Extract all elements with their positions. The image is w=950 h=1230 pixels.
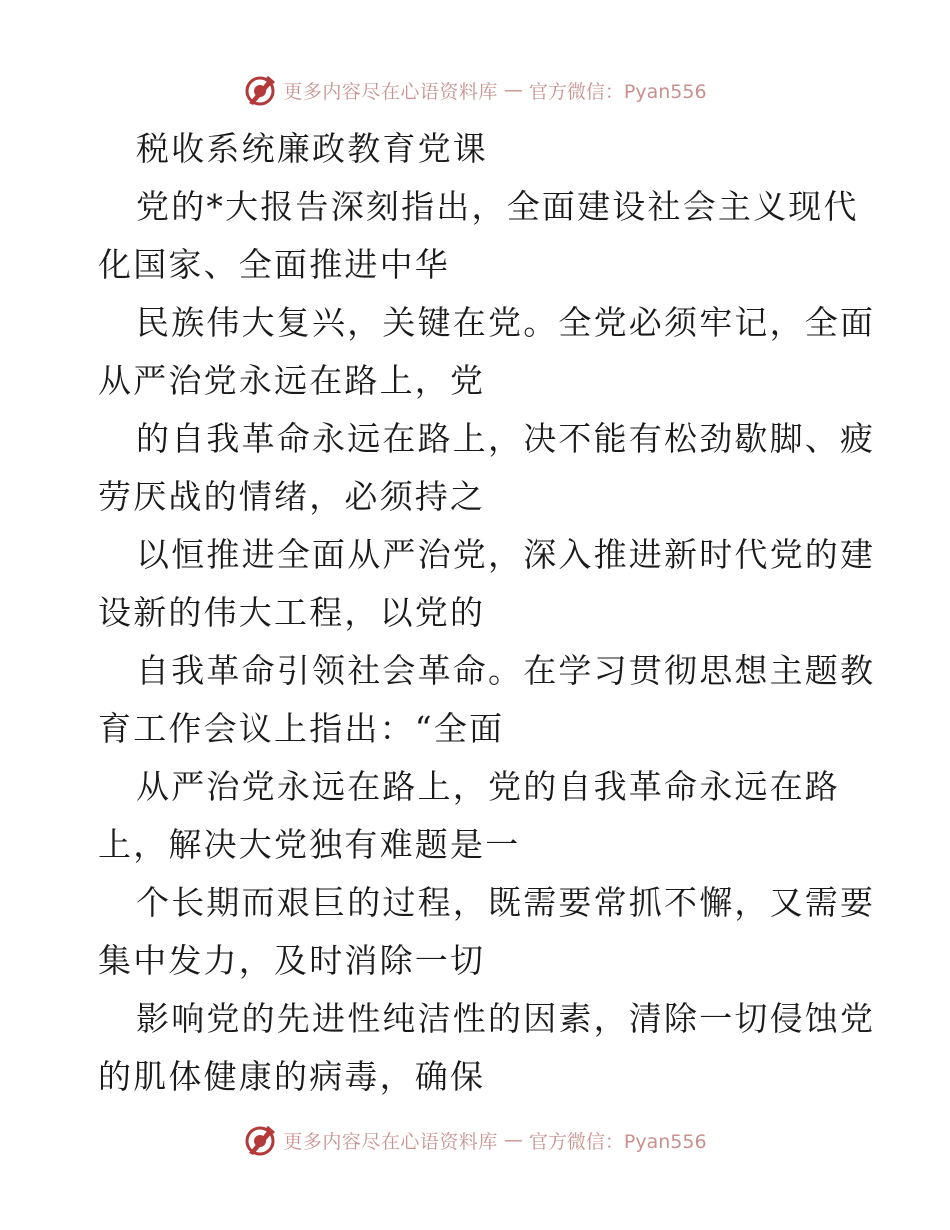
footer-banner-suffix: 官方微信：Pyan556 (528, 1130, 707, 1153)
paragraph-line: 从严治党永远在路上，党的自我革命永远在路 (136, 767, 840, 806)
paragraph-line: 的肌体健康的病毒，确保 (98, 1057, 486, 1096)
footer-banner-separator: — (503, 1129, 523, 1151)
paragraph-line: 民族伟大复兴，关键在党。全党必须牢记，全面 (136, 303, 876, 342)
footer-banner-text: 更多内容尽在心语资料库 (283, 1130, 498, 1153)
paragraph-line: 影响党的先进性纯洁性的因素，清除一切侵蚀党 (136, 999, 876, 1038)
paragraph-line: 设新的伟大工程，以党的 (98, 593, 486, 632)
footer-watermark-banner (0, 1120, 950, 1160)
paragraph-line: 从严治党永远在路上，党 (98, 361, 486, 400)
paragraph-line: 以恒推进全面从严治党，深入推进新时代党的建 (136, 535, 876, 574)
paragraph-line: 育工作会议上指出：“全面 (98, 709, 505, 748)
paragraph-line: 自我革命引领社会革命。在学习贯彻思想主题教 (136, 651, 876, 690)
paragraph-line: 个长期而艰巨的过程，既需要常抓不懈，又需要 (136, 883, 876, 922)
paragraph-line: 的自我革命永远在路上，决不能有松劲歇脚、疲 (136, 419, 876, 458)
header-banner-suffix: 官方微信：Pyan556 (528, 80, 707, 103)
pen-logo-icon (243, 1123, 277, 1157)
pen-logo-icon (243, 73, 277, 107)
header-banner-separator: — (503, 79, 523, 101)
paragraph-line: 集中发力，及时消除一切 (98, 941, 486, 980)
paragraph-line: 劳厌战的情绪，必须持之 (98, 477, 486, 516)
document-title: 税收系统廉政教育党课 (136, 129, 488, 168)
header-watermark-banner (0, 70, 950, 110)
paragraph-line: 党的*大报告深刻指出，全面建设社会主义现代 (136, 187, 859, 226)
paragraph-line: 上，解决大党独有难题是一 (98, 825, 521, 864)
header-banner-text: 更多内容尽在心语资料库 (283, 80, 498, 103)
paragraph-line: 化国家、全面推进中华 (98, 245, 450, 284)
document-body (98, 120, 876, 1106)
